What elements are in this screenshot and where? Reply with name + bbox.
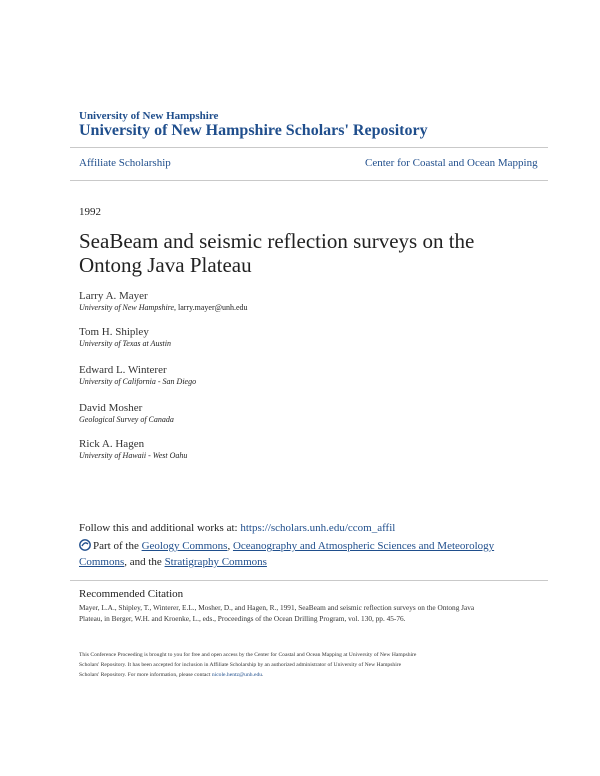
publication-year: 1992 <box>79 206 101 218</box>
author-name: Tom H. Shipley <box>79 326 149 338</box>
title-line-2: Ontong Java Plateau <box>79 253 252 277</box>
author-affiliation: University of Texas at Austin <box>79 339 171 348</box>
affiliate-scholarship-link[interactable]: Affiliate Scholarship <box>79 157 171 169</box>
author-4 <box>79 402 174 424</box>
author-affiliation: University of California - San Diego <box>79 377 197 386</box>
author-email: , larry.mayer@unh.edu <box>174 303 248 312</box>
author-name: Edward L. Winterer <box>79 364 167 376</box>
separator: , and the <box>124 556 165 568</box>
divider-header-bottom <box>70 180 548 181</box>
follow-text: Follow this and additional works at: <box>79 522 241 534</box>
divider-citation <box>70 580 548 581</box>
author-affiliation: University of Hawaii - West Oahu <box>79 451 188 460</box>
collection-url-link[interactable]: https://scholars.unh.edu/ccom_affil <box>240 522 396 534</box>
part-of-line-2 <box>79 555 549 569</box>
part-of-line-1 <box>79 539 549 555</box>
access-notice <box>79 650 416 680</box>
part-of-prefix: Part of the <box>93 540 142 552</box>
author-2 <box>79 326 171 348</box>
geology-commons-link[interactable]: Geology Commons <box>141 540 228 552</box>
contact-email-link[interactable]: nicole.hentz@unh.edu <box>211 672 263 678</box>
author-name: David Mosher <box>79 402 143 414</box>
stratigraphy-commons-link[interactable]: Stratigraphy Commons <box>164 556 267 568</box>
title-line-1: SeaBeam and seismic reflection surveys on the <box>79 229 475 253</box>
separator: , <box>227 540 233 552</box>
divider-top <box>70 147 548 148</box>
notice-line-2: Scholars' Repository. It has been accepted for inclusion in Affiliate Scholarship by an authorized administrator of University of New Hampshire <box>79 662 402 668</box>
author-5 <box>79 438 187 460</box>
author-name: Larry A. Mayer <box>79 290 148 302</box>
notice-line-3 <box>79 670 416 680</box>
citation-text <box>79 602 474 624</box>
author-1 <box>79 290 248 312</box>
ccom-link[interactable]: Center for Coastal and Ocean Mapping <box>365 157 538 169</box>
citation-line-2: Plateau, in Berger, W.H. and Kroenke, L., eds., Proceedings of the Ocean Drilling Program, vol. 130, pp. 45-76. <box>79 614 406 623</box>
follow-line <box>79 522 395 534</box>
author-affiliation <box>79 303 248 312</box>
part-of-block <box>79 539 549 569</box>
institution-name[interactable]: University of New Hampshire <box>79 110 219 122</box>
citation-heading: Recommended Citation <box>79 588 184 600</box>
repository-title[interactable]: University of New Hampshire Scholars' Repository <box>79 122 428 139</box>
citation-line-1: Mayer, L.A., Shipley, T., Winterer, E.L., Mosher, D., and Hagen, R., 1991, SeaBeam and seismic reflection surveys on the Ontong Java <box>79 603 475 612</box>
oceanography-commons-link[interactable]: Oceanography and Atmospheric Sciences and Meteorology <box>232 540 495 552</box>
paper-title <box>79 229 474 277</box>
notice-line-1: This Conference Proceeding is brought to you for free and open access by the Center for Coastal and Ocean Mapping at University of New Hampshire <box>79 652 417 658</box>
notice-end: . <box>262 672 264 678</box>
author-3 <box>79 364 196 386</box>
affiliation-text: University of New Hampshire <box>79 303 175 312</box>
author-name: Rick A. Hagen <box>79 438 145 450</box>
author-affiliation: Geological Survey of Canada <box>79 415 174 424</box>
bepress-commons-icon <box>79 539 91 555</box>
notice-text: Scholars' Repository. For more information, please contact <box>79 672 212 678</box>
oceanography-commons-link-cont[interactable]: Commons <box>79 556 125 568</box>
